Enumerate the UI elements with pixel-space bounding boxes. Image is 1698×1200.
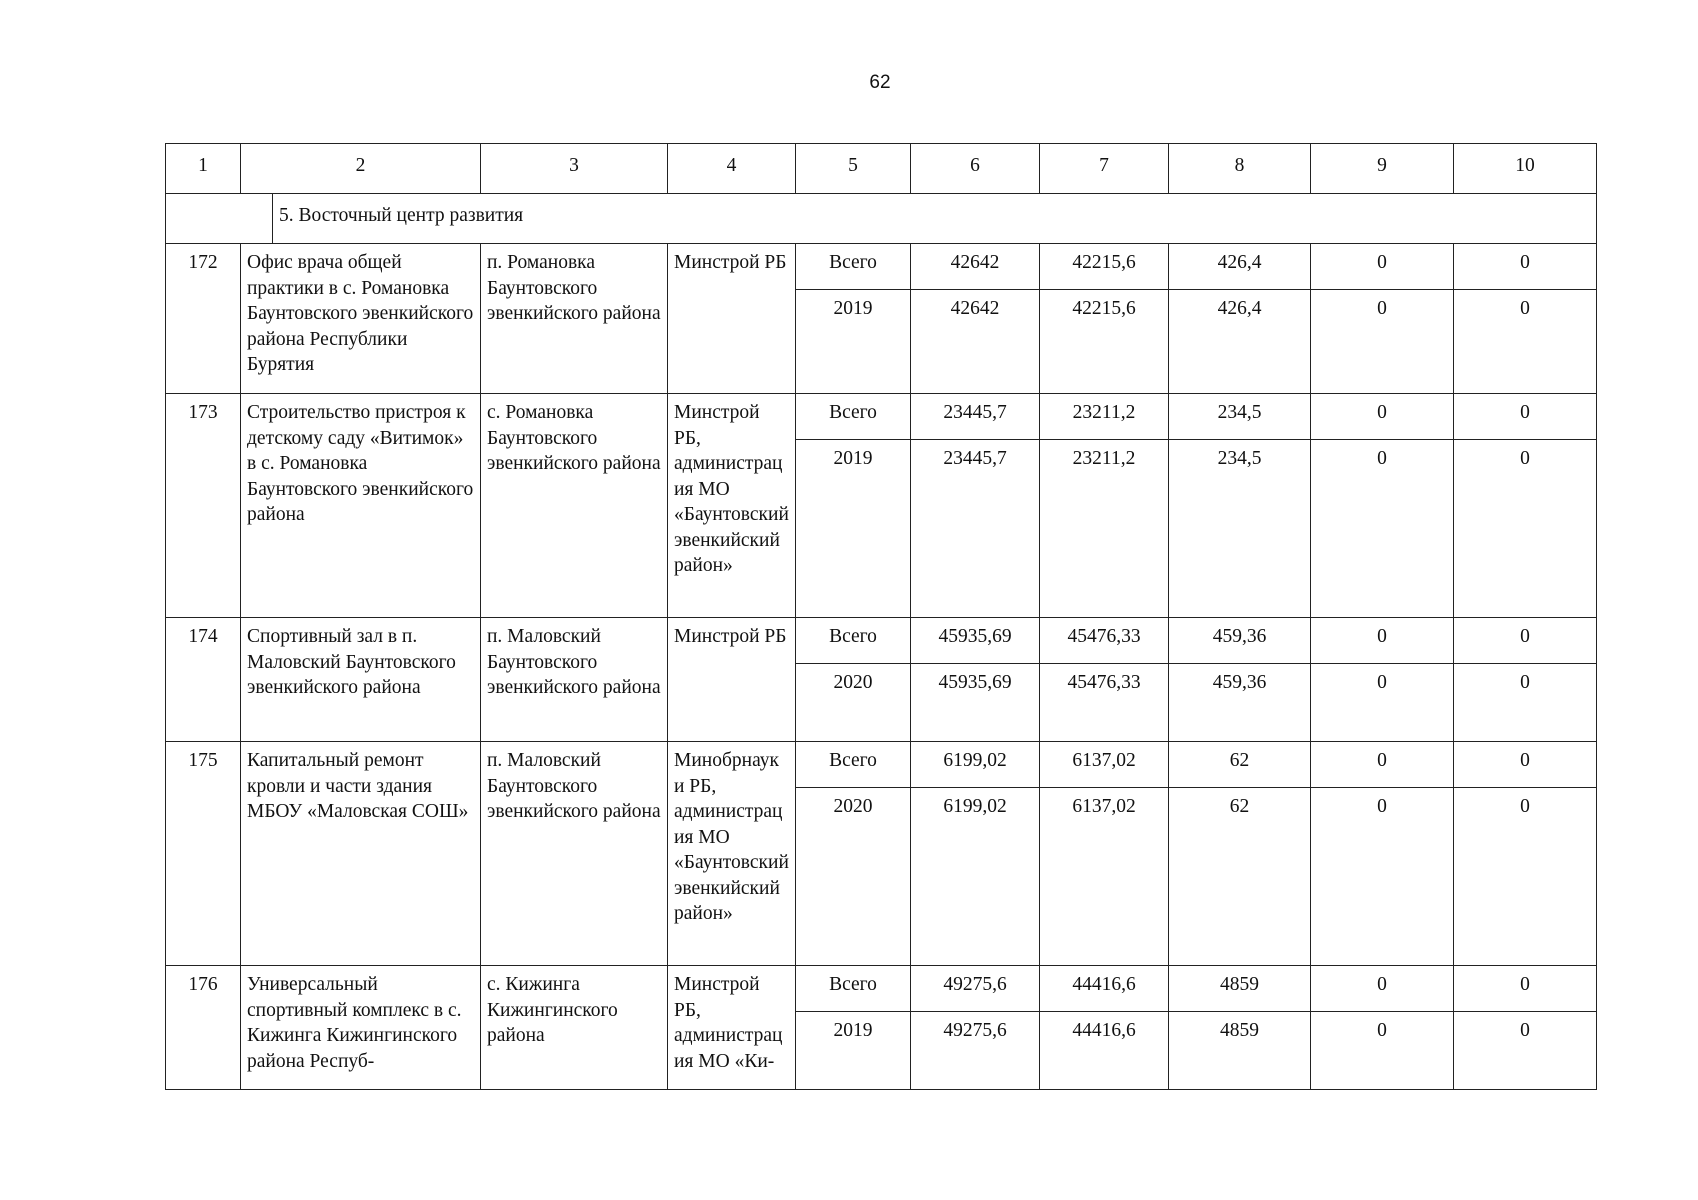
- object-location: п. Маловский Баунтовского эвенкийского района: [481, 618, 668, 742]
- object-location: п. Романовка Баунтовского эвенкийского района: [481, 244, 668, 394]
- object-name: Капитальный ремонт кровли и части здания МБОУ «Маловская СОШ»: [241, 742, 481, 966]
- object-name: Строительство пристроя к детскому саду «Витимок» в с. Романовка Баунтовского эвенкийского района: [241, 394, 481, 618]
- value-cell: 459,36: [1169, 664, 1311, 742]
- table-row: [166, 966, 1597, 1012]
- value-cell: 4859: [1169, 966, 1311, 1012]
- column-header: 7: [1040, 144, 1169, 194]
- section-row: [166, 194, 1597, 244]
- period-cell: 2019: [796, 1012, 911, 1090]
- value-cell: 0: [1311, 1012, 1454, 1090]
- value-cell: 49275,6: [911, 1012, 1040, 1090]
- row-number: 173: [166, 394, 241, 618]
- column-header: 2: [241, 144, 481, 194]
- value-cell: 42215,6: [1040, 244, 1169, 290]
- column-header: 1: [166, 144, 241, 194]
- column-header: 8: [1169, 144, 1311, 194]
- object-name: Универсальный спортивный комплекс в с. Кижинга Кижингинского района Респуб-: [241, 966, 481, 1090]
- object-location: с. Романовка Баунтовского эвенкийского района: [481, 394, 668, 618]
- value-cell: 44416,6: [1040, 1012, 1169, 1090]
- value-cell: 426,4: [1169, 290, 1311, 394]
- value-cell: 0: [1311, 966, 1454, 1012]
- column-header: 4: [668, 144, 796, 194]
- value-cell: 62: [1169, 788, 1311, 966]
- value-cell: 0: [1454, 290, 1597, 394]
- object-customer: Минстрой РБ, администрация МО «Ки-: [668, 966, 796, 1090]
- value-cell: 23445,7: [911, 394, 1040, 440]
- row-number: 175: [166, 742, 241, 966]
- column-header: 5: [796, 144, 911, 194]
- object-location: с. Кижинга Кижингинского района: [481, 966, 668, 1090]
- column-header: 3: [481, 144, 668, 194]
- value-cell: 0: [1311, 244, 1454, 290]
- period-cell: Всего: [796, 244, 911, 290]
- value-cell: 0: [1311, 742, 1454, 788]
- value-cell: 426,4: [1169, 244, 1311, 290]
- period-cell: 2020: [796, 788, 911, 966]
- value-cell: 0: [1454, 788, 1597, 966]
- section-title: 5. Восточный центр развития: [273, 194, 1597, 244]
- value-cell: 0: [1311, 290, 1454, 394]
- value-cell: 0: [1454, 1012, 1597, 1090]
- period-cell: 2019: [796, 290, 911, 394]
- value-cell: 0: [1454, 244, 1597, 290]
- value-cell: 23211,2: [1040, 394, 1169, 440]
- period-cell: 2019: [796, 440, 911, 618]
- period-cell: 2020: [796, 664, 911, 742]
- period-cell: Всего: [796, 742, 911, 788]
- column-header: 6: [911, 144, 1040, 194]
- value-cell: 4859: [1169, 1012, 1311, 1090]
- object-location: п. Маловский Баунтовского эвенкийского района: [481, 742, 668, 966]
- value-cell: 42642: [911, 290, 1040, 394]
- table-row: [166, 394, 1597, 440]
- row-number: 176: [166, 966, 241, 1090]
- object-customer: Минобрнауки РБ, администрация МО «Баунтовский эвенкийский район»: [668, 742, 796, 966]
- value-cell: 0: [1454, 966, 1597, 1012]
- period-cell: Всего: [796, 966, 911, 1012]
- value-cell: 0: [1454, 742, 1597, 788]
- value-cell: 62: [1169, 742, 1311, 788]
- value-cell: 6137,02: [1040, 788, 1169, 966]
- value-cell: 6199,02: [911, 788, 1040, 966]
- table-row: [166, 244, 1597, 290]
- value-cell: 45935,69: [911, 618, 1040, 664]
- value-cell: 44416,6: [1040, 966, 1169, 1012]
- column-header: 9: [1311, 144, 1454, 194]
- value-cell: 45476,33: [1040, 618, 1169, 664]
- value-cell: 49275,6: [911, 966, 1040, 1012]
- column-header: 10: [1454, 144, 1597, 194]
- value-cell: 45935,69: [911, 664, 1040, 742]
- value-cell: 42642: [911, 244, 1040, 290]
- value-cell: 6199,02: [911, 742, 1040, 788]
- period-cell: Всего: [796, 618, 911, 664]
- value-cell: 23445,7: [911, 440, 1040, 618]
- value-cell: 23211,2: [1040, 440, 1169, 618]
- object-customer: Минстрой РБ, администрация МО «Баунтовский эвенкийский район»: [668, 394, 796, 618]
- object-customer: Минстрой РБ: [668, 618, 796, 742]
- object-name: Офис врача общей практики в с. Романовка Баунтовского эвенкийского района Республики Бурятия: [241, 244, 481, 394]
- table-row: [166, 742, 1597, 788]
- period-cell: Всего: [796, 394, 911, 440]
- object-name: Спортивный зал в п. Маловский Баунтовского эвенкийского района: [241, 618, 481, 742]
- value-cell: 0: [1454, 394, 1597, 440]
- row-number: 174: [166, 618, 241, 742]
- value-cell: 234,5: [1169, 440, 1311, 618]
- row-number: 172: [166, 244, 241, 394]
- value-cell: 0: [1311, 664, 1454, 742]
- section-spacer: [166, 194, 273, 244]
- value-cell: 459,36: [1169, 618, 1311, 664]
- value-cell: 234,5: [1169, 394, 1311, 440]
- table-row: [166, 618, 1597, 664]
- value-cell: 0: [1311, 788, 1454, 966]
- value-cell: 6137,02: [1040, 742, 1169, 788]
- value-cell: 0: [1311, 394, 1454, 440]
- value-cell: 0: [1454, 440, 1597, 618]
- value-cell: 0: [1311, 618, 1454, 664]
- investment-table: [165, 143, 1597, 1090]
- value-cell: 0: [1454, 618, 1597, 664]
- value-cell: 45476,33: [1040, 664, 1169, 742]
- header-row: [166, 144, 1597, 194]
- value-cell: 0: [1311, 440, 1454, 618]
- object-customer: Минстрой РБ: [668, 244, 796, 394]
- value-cell: 0: [1454, 664, 1597, 742]
- page-number: 62: [869, 72, 891, 93]
- value-cell: 42215,6: [1040, 290, 1169, 394]
